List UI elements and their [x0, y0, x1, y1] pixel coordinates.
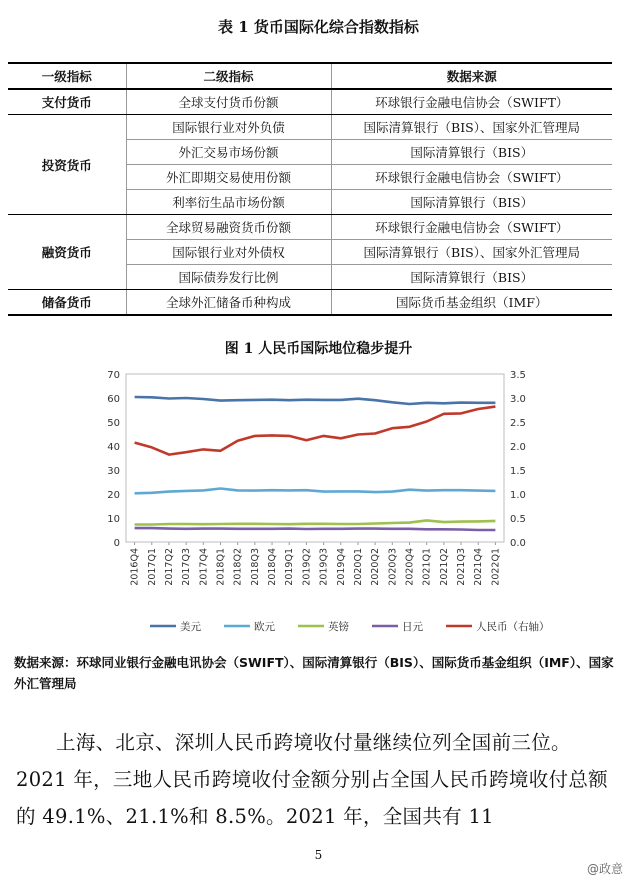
level1-cell: 投资货币 — [8, 115, 126, 215]
currency-share-line-chart — [0, 360, 637, 645]
source-cell: 环球银行金融电信协会（SWIFT） — [331, 89, 612, 115]
x-axis — [130, 542, 502, 586]
series-line-2 — [135, 520, 496, 524]
legend-label: 日元 — [402, 621, 423, 633]
left-tick-label: 20 — [107, 490, 120, 501]
left-tick-label: 0 — [113, 538, 120, 549]
table-title: 表 1 货币国际化综合指数指标 — [218, 18, 419, 36]
legend-label: 欧元 — [254, 621, 275, 633]
x-tick-label: 2019Q4 — [335, 548, 347, 586]
indicator-table — [8, 62, 612, 316]
level2-cell: 利率衍生品市场份额 — [126, 190, 331, 215]
level2-cell: 外汇即期交易使用份额 — [126, 165, 331, 190]
right-tick-label: 2.0 — [510, 442, 526, 453]
right-tick-label: 3.0 — [510, 394, 526, 405]
body-paragraph — [16, 724, 616, 835]
x-tick-label: 2020Q2 — [370, 548, 382, 586]
right-tick-label: 2.5 — [510, 418, 526, 429]
series-line-3 — [135, 528, 496, 530]
x-tick-label: 2017Q4 — [198, 548, 210, 586]
right-tick-label: 0.0 — [510, 538, 526, 549]
level2-cell: 全球贸易融资货币份额 — [126, 215, 331, 240]
left-axis — [107, 370, 120, 549]
chart-legend — [150, 620, 550, 633]
level2-cell: 全球支付货币份额 — [126, 89, 331, 115]
left-tick-label: 60 — [107, 394, 120, 405]
table-header-row — [8, 63, 612, 89]
series-line-4 — [135, 407, 496, 455]
x-tick-label: 2021Q2 — [438, 548, 450, 586]
legend-label: 美元 — [180, 621, 201, 633]
level2-cell: 国际债券发行比例 — [126, 265, 331, 290]
x-tick-label: 2020Q1 — [352, 548, 364, 586]
watermark: @政意 — [586, 862, 623, 876]
source-note: 数据来源：环球同业银行金融电讯协会（SWIFT）、国际清算银行（BIS）、国际货币基金组织（IMF）、国家外汇管理局 — [14, 655, 614, 691]
x-tick-label: 2017Q1 — [146, 548, 158, 586]
level2-cell: 外汇交易市场份额 — [126, 140, 331, 165]
series-line-1 — [135, 489, 496, 494]
x-tick-label: 2018Q4 — [267, 548, 279, 586]
source-cell: 国际清算银行（BIS） — [331, 265, 612, 290]
series-line-0 — [135, 397, 496, 404]
left-tick-label: 30 — [107, 466, 120, 477]
legend-label: 英镑 — [328, 621, 349, 633]
right-tick-label: 1.0 — [510, 490, 526, 501]
level2-cell: 国际银行业对外负债 — [126, 115, 331, 140]
table-row — [8, 115, 612, 140]
right-axis — [510, 370, 526, 549]
source-cell: 国际清算银行（BIS）、国家外汇管理局 — [331, 115, 612, 140]
x-tick-label: 2018Q2 — [232, 548, 244, 586]
header-source: 数据来源 — [331, 63, 612, 89]
level1-cell: 储备货币 — [8, 290, 126, 316]
x-tick-label: 2020Q3 — [387, 548, 399, 586]
header-level2: 二级指标 — [126, 63, 331, 89]
left-tick-label: 10 — [107, 514, 120, 525]
x-tick-label: 2019Q3 — [318, 548, 330, 586]
plot-area — [126, 374, 504, 542]
header-level1: 一级指标 — [8, 63, 126, 89]
table-row — [8, 290, 612, 316]
x-tick-label: 2021Q4 — [473, 548, 485, 586]
left-tick-label: 70 — [107, 370, 120, 381]
x-tick-label: 2018Q1 — [215, 548, 227, 586]
x-tick-label: 2019Q2 — [301, 548, 313, 586]
source-cell: 环球银行金融电信协会（SWIFT） — [331, 215, 612, 240]
level2-cell: 全球外汇储备币种构成 — [126, 290, 331, 316]
x-tick-label: 2017Q2 — [163, 548, 175, 586]
level1-cell: 融资货币 — [8, 215, 126, 290]
x-tick-label: 2019Q1 — [284, 548, 296, 586]
figure-title: 图 1 人民币国际地位稳步提升 — [224, 341, 413, 357]
source-cell: 国际清算银行（BIS） — [331, 190, 612, 215]
source-cell: 国际清算银行（BIS） — [331, 140, 612, 165]
x-tick-label: 2021Q3 — [456, 548, 468, 586]
source-cell: 环球银行金融电信协会（SWIFT） — [331, 165, 612, 190]
x-tick-label: 2020Q4 — [404, 548, 416, 586]
x-tick-label: 2017Q3 — [181, 548, 193, 586]
x-tick-label: 2018Q3 — [249, 548, 261, 586]
right-tick-label: 0.5 — [510, 514, 526, 525]
left-tick-label: 40 — [107, 442, 120, 453]
right-tick-label: 3.5 — [510, 370, 526, 381]
x-tick-label: 2021Q1 — [421, 548, 433, 586]
x-tick-label: 2016Q4 — [129, 548, 141, 586]
table-row — [8, 215, 612, 240]
level1-cell: 支付货币 — [8, 89, 126, 115]
paragraph-text: 上海、北京、深圳人民币跨境收付量继续位列全国前三位。2021 年，三地人民币跨境收付金额分别占全国人民币跨境收付总额的 49.1%、21.1%和 8.5%。2021 年，全国共有 11 — [16, 731, 608, 828]
legend-label: 人民币（右轴） — [476, 621, 550, 633]
table-row — [8, 89, 612, 115]
source-cell: 国际货币基金组织（IMF） — [331, 290, 612, 316]
page-number: 5 — [314, 848, 323, 862]
x-tick-label: 2022Q1 — [490, 548, 502, 586]
left-tick-label: 50 — [107, 418, 120, 429]
source-cell: 国际清算银行（BIS）、国家外汇管理局 — [331, 240, 612, 265]
level2-cell: 国际银行业对外债权 — [126, 240, 331, 265]
right-tick-label: 1.5 — [510, 466, 526, 477]
